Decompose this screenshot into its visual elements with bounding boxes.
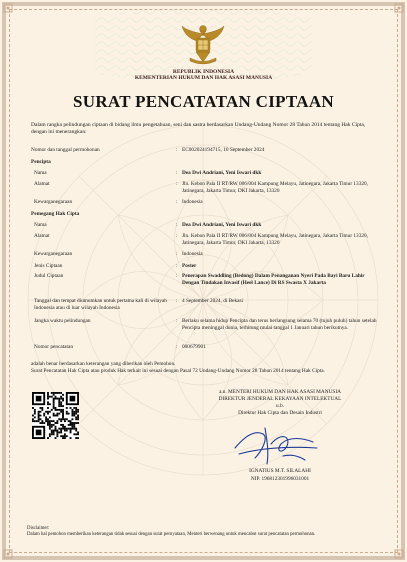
colon: : — [176, 251, 178, 257]
holder-address: Jln. Kebon Pala II RT/RW 006/004 Kampung Melayu, Jatinegara, Jakarta Timur 13320, Jatinegara, Jakarta Timur, DKI Jakarta, 13320 — [182, 233, 368, 246]
work-title-label: Judul Ciptaan — [34, 273, 64, 279]
creator-nationality-label: Kewarganegaraan — [34, 199, 73, 205]
creator-name-label: Nama — [34, 170, 47, 176]
signatory-line3: u.b. — [276, 403, 284, 409]
disclaimer-text: Dalam hal pemohon memberikan keterangan tidak sesuai dengan surat pernyataan, Menteri berwenang untuk mencabut surat pencatatan permohonan. — [27, 532, 316, 537]
colon: : — [176, 233, 178, 239]
disclaimer — [27, 526, 387, 538]
colon: : — [176, 273, 178, 279]
signatory-name: IGNATIUS M.T. SILALAHI — [249, 468, 311, 474]
header-republic: REPUBLIK INDONESIA — [172, 69, 235, 75]
application-label: Nomor dan tanggal permohonan — [31, 147, 100, 153]
creator-section-title: Pencipta — [31, 159, 51, 165]
holder-name: Dea Dwi Andriani, Yeni Iswari dkk — [182, 222, 262, 228]
disclaimer-label: Disclaimer: — [27, 526, 50, 531]
creator-name: Dea Dwi Andriani, Yeni Iswari dkk — [182, 170, 262, 176]
holder-nationality: Indonesia — [182, 251, 203, 257]
holder-nationality-label: Kewarganegaraan — [34, 251, 73, 257]
work-date-label: Tanggal dan tempat diumumkan untuk pertama kali di wilayah Indonesia atau di luar wilayah Indonesia — [34, 298, 167, 311]
legal-basis-statement: Surat Pencatatan Hak Cipta atau produk Hak terkait ini sesuai dengan Pasal 72 Undang-Undang Nomor 28 Tahun 2014 tentang Hak Cipta. — [31, 368, 325, 374]
signatory-line1: a.n. MENTERI HUKUM DAN HAK ASASI MANUSIA — [219, 389, 341, 395]
work-type-label: Jenis Ciptaan — [34, 263, 63, 269]
colon: : — [176, 199, 178, 205]
qr-code-icon — [32, 392, 79, 439]
colon: : — [176, 222, 178, 228]
work-title: Penerapan Swaddling (Bedong) Dalam Penanganan Nyeri Pada Bayi Baru Lahir Dengan Tindakan Invasif (Heel Lance) Di RS Swasta X Jakarta — [182, 273, 365, 286]
intro-paragraph: Dalam rangka pelindungan ciptaan di bidang ilmu pengetahuan, seni dan sastra berdasarkan Undang-Undang Nomor 28 Tahun 2014 tentang Hak Cipta, dengan ini menerangkan: — [31, 122, 366, 135]
colon: : — [176, 181, 178, 187]
colon: : — [176, 318, 178, 324]
record-number: 000679901 — [182, 344, 206, 350]
work-term: Berlaku selama hidup Pencipta dan terus berlangsung selama 70 (tujuh puluh) tahun setelah Pencipta meninggal dunia, terhitung mulai tanggal 1 Januari tahun berikutnya. — [182, 318, 377, 331]
work-date: 4 September 2024, di Bekasi — [182, 298, 244, 304]
holder-section-title: Pemegang Hak Cipta — [31, 211, 80, 217]
signatory-nip: NIP. 196812301996031001 — [250, 476, 310, 482]
closing-statement: adalah benar berdasarkan keterangan yang diberikan oleh Pemohon. — [31, 361, 176, 367]
holder-address-label: Alamat — [34, 233, 50, 239]
record-number-label: Nomor pencatatan — [34, 344, 73, 350]
work-type: Poster — [182, 263, 197, 269]
handwritten-signature-icon — [225, 418, 325, 468]
work-term-label: Jangka waktu pelindungan — [34, 318, 91, 324]
colon: : — [176, 298, 178, 304]
creator-nationality: Indonesia — [182, 199, 203, 205]
creator-address-label: Alamat — [34, 181, 50, 187]
garuda-pancasila-emblem-icon — [180, 20, 226, 66]
holder-name-label: Nama — [34, 222, 47, 228]
colon: : — [176, 263, 178, 269]
signatory-line4: Direktur Hak Cipta dan Desain Industri — [238, 410, 322, 416]
colon: : — [176, 170, 178, 176]
creator-address: Jln. Kebon Pala II RT/RW 006/004 Kampung Melayu, Jatinegara, Jakarta Timur 13320, Jatinegara, Jakarta Timur, DKI Jakarta, 13320 — [182, 181, 368, 194]
header-ministry: KEMENTERIAN HUKUM DAN HAK ASASI MANUSIA — [134, 75, 273, 81]
document-title: SURAT PENCATATAN CIPTAAN — [73, 92, 334, 111]
application-value: EC002024194715, 10 September 2024 — [182, 147, 265, 153]
colon: : — [176, 344, 178, 350]
signatory-line2: DIREKTUR JENDERAL KEKAYAAN INTELEKTUAL — [218, 396, 342, 402]
colon: : — [176, 147, 178, 153]
